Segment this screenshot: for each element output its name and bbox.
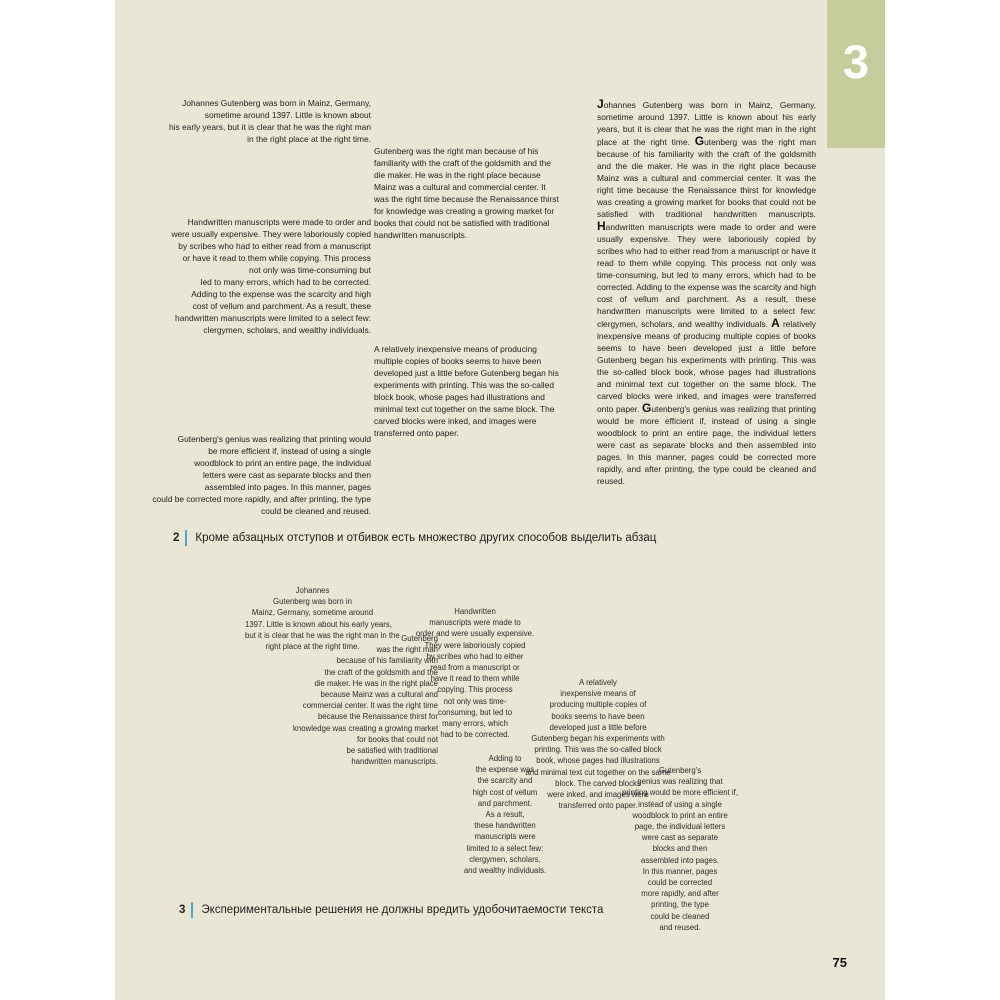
text-line: handwritten manuscripts were limited to a select few: [175,313,371,323]
text-line: Johannes [295,586,330,595]
caption-number: 3 [179,904,186,916]
text-line: or have it read to them while copying. This process [182,253,371,263]
text-line: block. The carved blocks [555,778,641,788]
text-line: were cast as separate [641,833,719,843]
text-line: assembled into pages. In this manner, pages [204,482,371,492]
text-line: were usually expensive. They were laboriously copied [171,229,371,239]
text-line: was the right man [376,645,438,655]
text-line: the craft of the goldsmith and the [324,667,438,677]
text-line: transferred onto paper. [558,801,638,811]
caption-text: Экспериментальные решения не должны вредить удобочитаемости текста [201,904,604,916]
text-line: handwritten manuscripts. [374,230,468,240]
figure-caption-3 [179,902,603,918]
text-line: could be corrected more rapidly, and after printing, the type [152,494,371,504]
book-page [115,0,885,1000]
example1-block-e [140,433,371,517]
text-line: They were laboriously copied [424,640,526,650]
text-line: order and were usually expensive. [415,629,535,639]
text-line: printing. This was the so-called block [534,745,662,755]
text-line: producing multiple copies of [549,700,647,710]
paragraph-text: andwritten manuscripts were made to order and were usually expensive. They were laboriously copied by scribes who had to either read from a manuscript or have it read to them while copying. This process not only was time-consuming, but led to many errors, which had to be corrected. Adding to the expense was the scarcity and high cost of vellum and parchment. As a result, these handwritten manuscripts were limited to a select few: clergymen, scholars, and wealthy individuals. [597,222,816,329]
text-line: Mainz, Germany, sometime around [251,608,374,618]
text-line: transferred onto paper. [374,428,459,438]
text-line: multiple copies of books seems to have been [374,356,542,366]
text-line: because Mainz was a cultural and [320,690,438,700]
text-line: assembled into pages. [640,855,720,865]
text-line: book, whose pages had illustrations [536,756,660,766]
text-line: was the right time because the Renaissance thirst [374,194,559,204]
text-line: carved blocks were inked, and images were [374,416,537,426]
text-line: commercial center. It was the right time [302,701,438,711]
text-line: books that could not be satisfied with traditional [374,218,550,228]
text-line: die maker. He was in the right place because [374,170,541,180]
example1-block-b [374,145,574,241]
text-line: experiments with printing. This was the so-called [374,380,554,390]
paragraph-text: ohannes Gutenberg was born in Mainz, Germany, sometime around 1397. Little is known about his early years, but it is clear that he was the right man in the right place at the right time. [597,100,816,147]
text-line: handwritten manuscripts. [351,757,438,767]
example1-block-c [140,216,371,336]
text-line: developed just a little before [549,722,647,732]
text-line: printing, the type [651,900,709,910]
text-line: not only was time- [443,696,507,706]
text-line: woodblock to print an entire [632,810,728,820]
text-line: for books that could not [356,734,438,744]
text-line: clergymen, scholars, and wealthy individuals. [203,325,371,335]
caption-text: Кроме абзацных отступов и отбивок есть множество других способов выделить абзац [195,532,657,544]
text-line: not only was time-consuming but [249,265,371,275]
text-line: Gutenberg's [658,766,702,775]
text-line: knowledge was creating a growing market [293,723,439,733]
caption-divider [185,530,187,546]
text-line: and wealthy individuals. [463,866,547,876]
text-line: sometime around 1397. Little is known about [204,110,371,120]
drop-initial: H [597,219,606,233]
text-line: and reused. [659,922,701,932]
text-line: by scribes who had to either [426,651,524,661]
example1-block-a [160,97,371,145]
text-line: clergymen, scholars, [469,854,541,864]
example1-block-d [374,343,574,439]
text-line: inexpensive means of [560,689,636,699]
text-line: Gutenberg was born in [273,597,352,607]
text-line: printing would be more efficient if, [621,788,738,798]
text-line: Adding to [488,754,522,763]
text-line: Gutenberg [401,634,438,643]
text-line: genius was realizing that [637,777,723,787]
caption-divider [191,902,193,918]
chapter-tab [827,0,885,148]
text-line: instead of using a single [638,799,722,809]
text-line: developed just a little before Gutenberg began his [374,368,559,378]
caption-number: 2 [173,532,180,544]
text-line: have it read to them while [430,674,520,684]
text-line: for knowledge was creating a growing market for [374,206,555,216]
text-line: woodblock to print an entire page, the individual [194,458,371,468]
text-line: be satisfied with traditional [346,746,438,756]
text-line: die maker. He was in the right place [314,678,438,688]
text-line: were inked, and images were [547,790,649,800]
drop-initial: J [597,97,604,111]
text-line: but it is clear that he was the right man in the [245,630,400,640]
text-line: Handwritten manuscripts were made to order and [187,217,371,227]
text-line: letters were cast as separate blocks and then [202,470,371,480]
drop-initial: G [642,401,652,415]
text-line: led to many errors, which had to be corrected. [200,277,371,287]
text-line: because the Renaissance thirst for [317,712,438,722]
text-line: these handwritten [474,821,536,831]
page-number: 75 [832,955,847,970]
drop-initial: A [771,316,780,330]
text-line: Gutenberg began his experiments with [531,734,665,744]
text-line: because of his familiarity with [336,656,438,666]
text-line: page, the individual letters [634,822,726,832]
text-line: could be cleaned and reused. [261,506,371,516]
text-line: Mainz was a cultural and commercial center. It [374,182,546,192]
text-line: the expense was [475,765,535,775]
text-line: could be cleaned [650,911,710,921]
text-line: Gutenberg was the right man because of his [374,146,539,156]
figure-caption-2 [173,530,656,546]
text-line: books seems to have been [551,711,645,721]
text-line: his early years, but it is clear that he was the right man [168,122,371,132]
text-line: A relatively [579,678,617,687]
text-line: Adding to the expense was the scarcity and high [191,289,371,299]
text-line: 1397. Little is known about his early years, [245,619,392,629]
example-right-text [597,98,816,487]
paragraph-text: utenberg was the right man because of his familiarity with the craft of the goldsmith and the die maker. He was in the right place because Mainz was a cultural and commercial center. It was the right time because the Renaissance thirst for knowledge was creating a growing market for books that could not be satisfied with traditional handwritten manuscripts. [597,137,816,219]
text-line: in the right place at the right time. [247,134,371,144]
text-line: minimal text cut together on the same block. The [374,404,555,414]
text-line: high cost of vellum [472,787,538,797]
text-line: As a result, [485,810,525,820]
text-line: Johannes Gutenberg was born in Mainz, Germany, [182,98,371,108]
text-line: be more efficient if, instead of using a single [208,446,371,456]
text-line: familiarity with the craft of the goldsmith and the [374,158,551,168]
text-line: could be corrected [647,878,713,888]
text-line: In this manner, pages [642,866,718,876]
text-line: manuscripts were [474,832,536,842]
text-line: by scribes who had to either read from a manuscript [178,241,371,251]
text-line: the scarcity and [477,776,533,786]
text-line: copying. This process [437,685,513,695]
text-line: limited to a select few: [466,843,544,853]
text-line: and parchment. [477,798,533,808]
drop-initial: G [694,134,705,148]
text-line: Gutenberg's genius was realizing that printing would [177,434,371,444]
text-line: block book, whose pages had illustrations and [374,392,545,402]
paragraph-text: relatively inexpensive means of producing multiple copies of books seems to have been developed just a little before Gutenberg began his experiments with printing. This was the so-called block book, whose pages had illustrations and minimal text cut together on the same block. The carved blocks were inked, and images were transferred onto paper. [597,319,816,414]
text-line: read from a manuscript or [430,663,520,673]
text-line: had to be corrected. [440,730,510,740]
chapter-number: 3 [842,35,870,88]
text-line: many errors, which [442,719,508,729]
text-line: cost of vellum and parchment. As a result, these [192,301,371,311]
text-line: A relatively inexpensive means of producing [374,344,537,354]
text-line: and minimal text cut together on the same [525,767,671,777]
text-line: right place at the right time. [265,642,360,652]
text-line: Handwritten [454,607,496,616]
text-line: consuming, but led to [437,707,513,717]
paragraph-text: utenberg's genius was realizing that printing would be more efficient if, instead of using a single woodblock to print an entire page, the individual letters were cast as separate blocks and then assembled into pages. In this manner, pages could be corrected more rapidly, and after printing, the type could be cleaned and reused. [597,404,816,486]
text-line: blocks and then [652,844,708,854]
text-line: more rapidly, and after [641,889,719,899]
text-line: manuscripts were made to [429,618,521,628]
experimental-paragraph-6 [605,765,755,933]
